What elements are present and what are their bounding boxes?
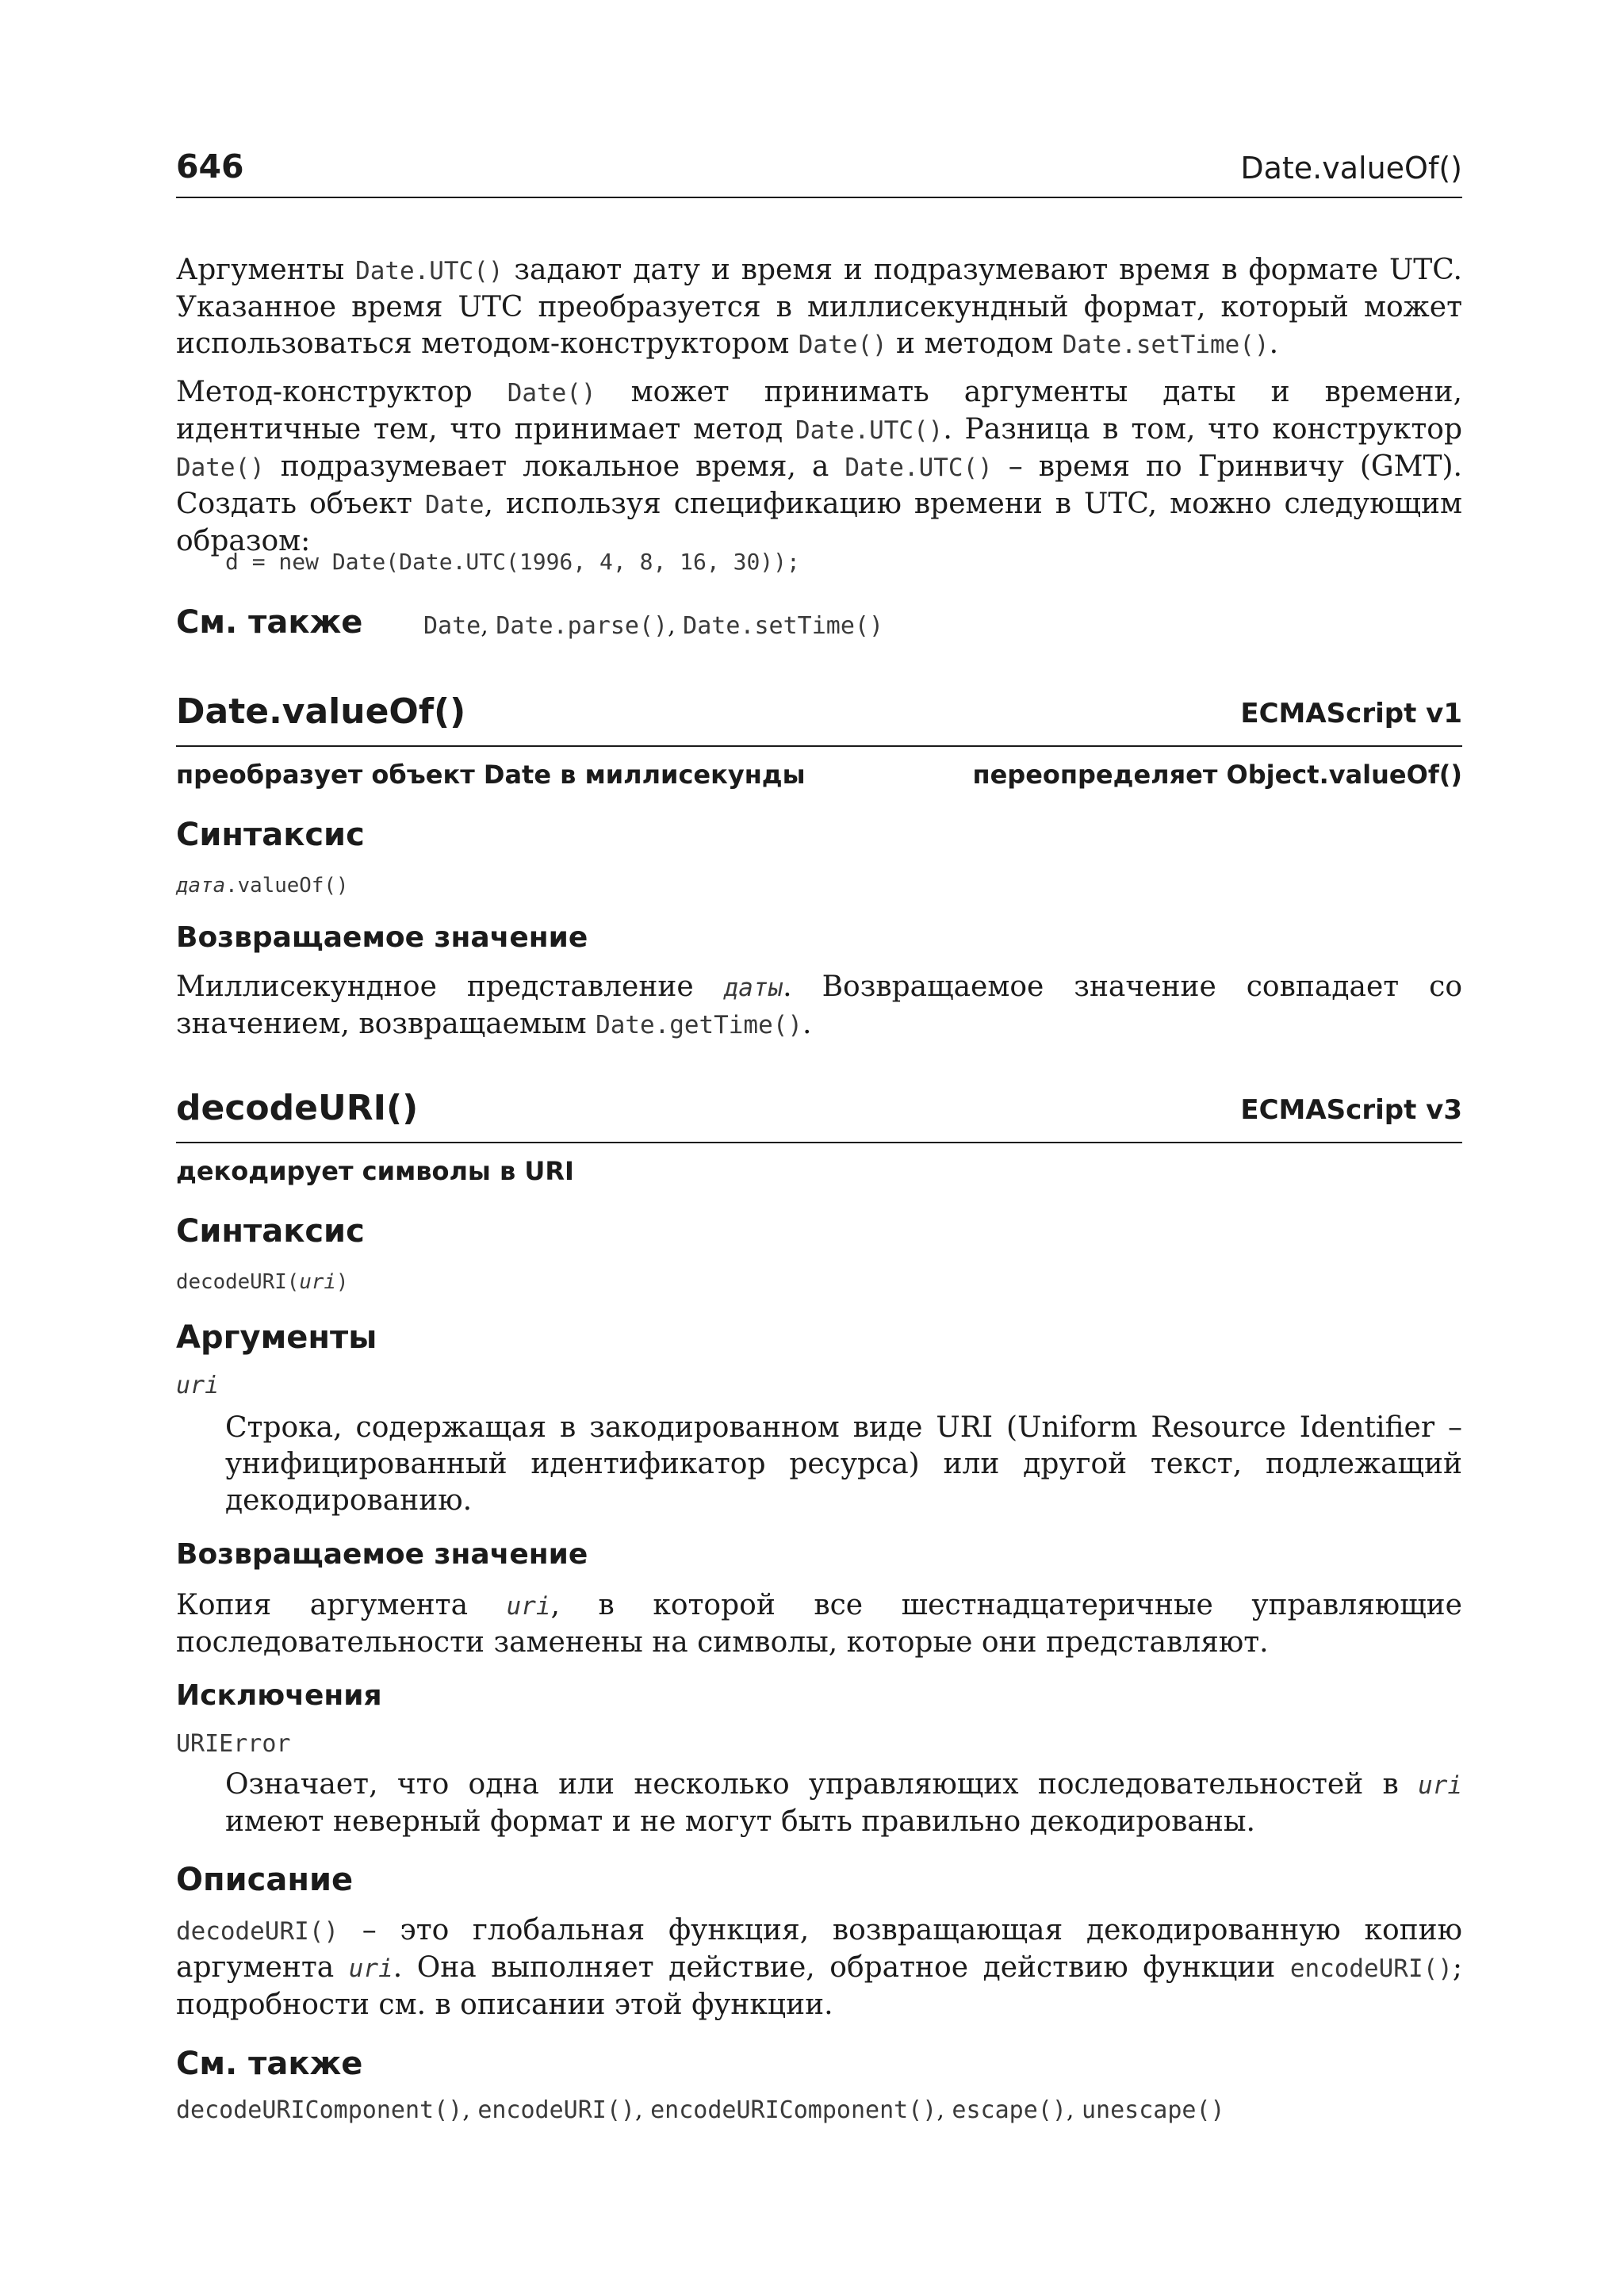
text-fragment: – время по Гринвичу (GMT). Создать объект	[176, 450, 1462, 520]
cross-reference-link: escape()	[952, 2096, 1067, 2124]
text-fragment: Миллисекундное представление	[176, 970, 724, 1003]
argument-description: Строка, содержащая в закодированном виде URI (Uniform Resource Identifier – унифицированный идентификатор ресурса) или другой текст, подлежащий декодированию.	[225, 1411, 1462, 1517]
cross-reference-link: Date.setTime()	[683, 612, 884, 640]
code-fragment: Date	[424, 491, 485, 519]
argument-name: uri	[176, 1372, 220, 1399]
entry-rule	[176, 745, 1462, 747]
syntax-heading: Синтаксис	[176, 1213, 365, 1250]
entry-title-decodeuri: decodeURI()	[176, 1088, 419, 1128]
separator: ,	[936, 2096, 952, 2124]
separator: ,	[668, 612, 684, 640]
cross-reference-link: unescape()	[1081, 2096, 1225, 2124]
code-fragment: Date.setTime()	[1062, 331, 1270, 359]
cross-reference-link: decodeURIComponent()	[176, 2096, 463, 2124]
entry-overrides: переопределяет Object.valueOf()	[972, 760, 1462, 790]
text-fragment: – это глобальная функция, возвращающая декодированную копию аргумента	[176, 1914, 1462, 1984]
text-fragment: . Возвращаемое значение совпадает со значением, возвращаемым	[176, 970, 1462, 1040]
parameter-fragment: uri	[1418, 1771, 1462, 1800]
cross-reference-link: encodeURI()	[477, 2096, 635, 2124]
cross-reference-link: Date.parse()	[496, 612, 668, 640]
see-also-heading: См. также	[176, 2046, 363, 2082]
description-heading: Описание	[176, 1862, 354, 1898]
parameter-fragment: uri	[348, 1954, 393, 1983]
arguments-heading: Аргументы	[176, 1319, 377, 1356]
code-fragment: Date.UTC()	[355, 257, 504, 285]
intro-paragraph-1	[176, 252, 1462, 363]
code-fragment: Date()	[507, 379, 596, 408]
text-fragment: , используя спецификацию времени в UTC, можно следующим образом:	[176, 488, 1463, 557]
entry-subtitle: преобразует объект Date в миллисекунды	[176, 760, 806, 790]
separator: ,	[462, 2096, 478, 2124]
page-number: 646	[176, 147, 244, 186]
text-fragment: может принимать аргументы даты и времени, идентичные тем, что принимает метод	[176, 376, 1462, 446]
parameter-fragment: даты	[723, 974, 783, 1002]
separator: ,	[1066, 2096, 1082, 2124]
text-fragment: имеют неверный формат и не могут быть правильно декодированы.	[225, 1805, 1255, 1838]
code-fragment: decodeURI()	[176, 1917, 339, 1946]
code-fragment: Date.UTC()	[795, 416, 944, 445]
text-fragment: Означает, что одна или несколько управляющих последовательностей в	[225, 1768, 1419, 1801]
text-fragment: ; подробности см. в описании этой функции.	[176, 1951, 1462, 2021]
text-fragment: . Она выполняет действие, обратное действию функции	[393, 1951, 1290, 1984]
text-fragment: , в которой все шестнадцатеричные управляющие последовательности заменены на символы, которые они представляют.	[176, 1589, 1462, 1659]
syntax-line	[176, 871, 348, 898]
intro-paragraph-2	[176, 374, 1462, 560]
entry-rule	[176, 1142, 1462, 1143]
see-also-links	[176, 2096, 1225, 2124]
text-fragment: .	[1269, 327, 1279, 360]
code-fragment: )	[335, 1270, 349, 1294]
text-fragment: подразумевает локальное время, а	[264, 450, 845, 483]
see-also-links	[423, 612, 883, 640]
cross-reference-link: Date	[423, 612, 481, 640]
code-fragment: Date.UTC()	[845, 454, 993, 482]
syntax-line	[176, 1267, 348, 1295]
entry-subtitle: декодирует символы в URI	[176, 1156, 574, 1186]
parameter-fragment: дата	[176, 874, 226, 898]
code-fragment: Date()	[798, 331, 887, 359]
entry-standard-badge: ECMAScript v3	[1240, 1094, 1462, 1126]
syntax-heading: Синтаксис	[176, 817, 365, 853]
returns-heading: Возвращаемое значение	[176, 1538, 588, 1571]
code-fragment: encodeURI()	[1289, 1954, 1453, 1983]
exception-description	[225, 1767, 1462, 1840]
cross-reference-link: encodeURIComponent()	[650, 2096, 937, 2124]
running-head: Date.valueOf()	[1240, 151, 1462, 186]
text-fragment: и методом	[887, 327, 1063, 360]
separator: ,	[481, 612, 496, 640]
returns-text	[176, 1587, 1462, 1661]
code-fragment: Date()	[176, 454, 265, 482]
exceptions-heading: Исключения	[176, 1679, 382, 1712]
code-fragment: Date.getTime()	[596, 1011, 802, 1039]
text-fragment: Метод-конструктор	[176, 376, 508, 408]
entry-title-date-valueof: Date.valueOf()	[176, 691, 466, 732]
returns-heading: Возвращаемое значение	[176, 921, 588, 954]
see-also-heading: См. также	[176, 604, 363, 641]
parameter-fragment: uri	[299, 1270, 336, 1294]
description-text	[176, 1912, 1462, 2023]
code-fragment: .valueOf()	[225, 874, 349, 898]
returns-text	[176, 969, 1462, 1043]
text-fragment: .	[802, 1008, 812, 1040]
exception-name: URIError	[176, 1730, 291, 1758]
text-fragment: задают дату и время и подразумевают время в формате UTC. Указанное время UTC преобразуется в миллисекундный формат, который может использоваться методом-конструктором	[176, 254, 1462, 360]
parameter-fragment: uri	[506, 1592, 551, 1621]
text-fragment: Копия аргумента	[176, 1589, 507, 1621]
header-rule	[176, 197, 1462, 198]
text-fragment: Аргументы	[176, 254, 356, 286]
entry-standard-badge: ECMAScript v1	[1240, 698, 1462, 729]
code-fragment: decodeURI(	[176, 1270, 300, 1294]
text-fragment: . Разница в том, что конструктор	[943, 413, 1462, 446]
code-example: d = new Date(Date.UTC(1996, 4, 8, 16, 30));	[225, 549, 800, 575]
separator: ,	[635, 2096, 651, 2124]
